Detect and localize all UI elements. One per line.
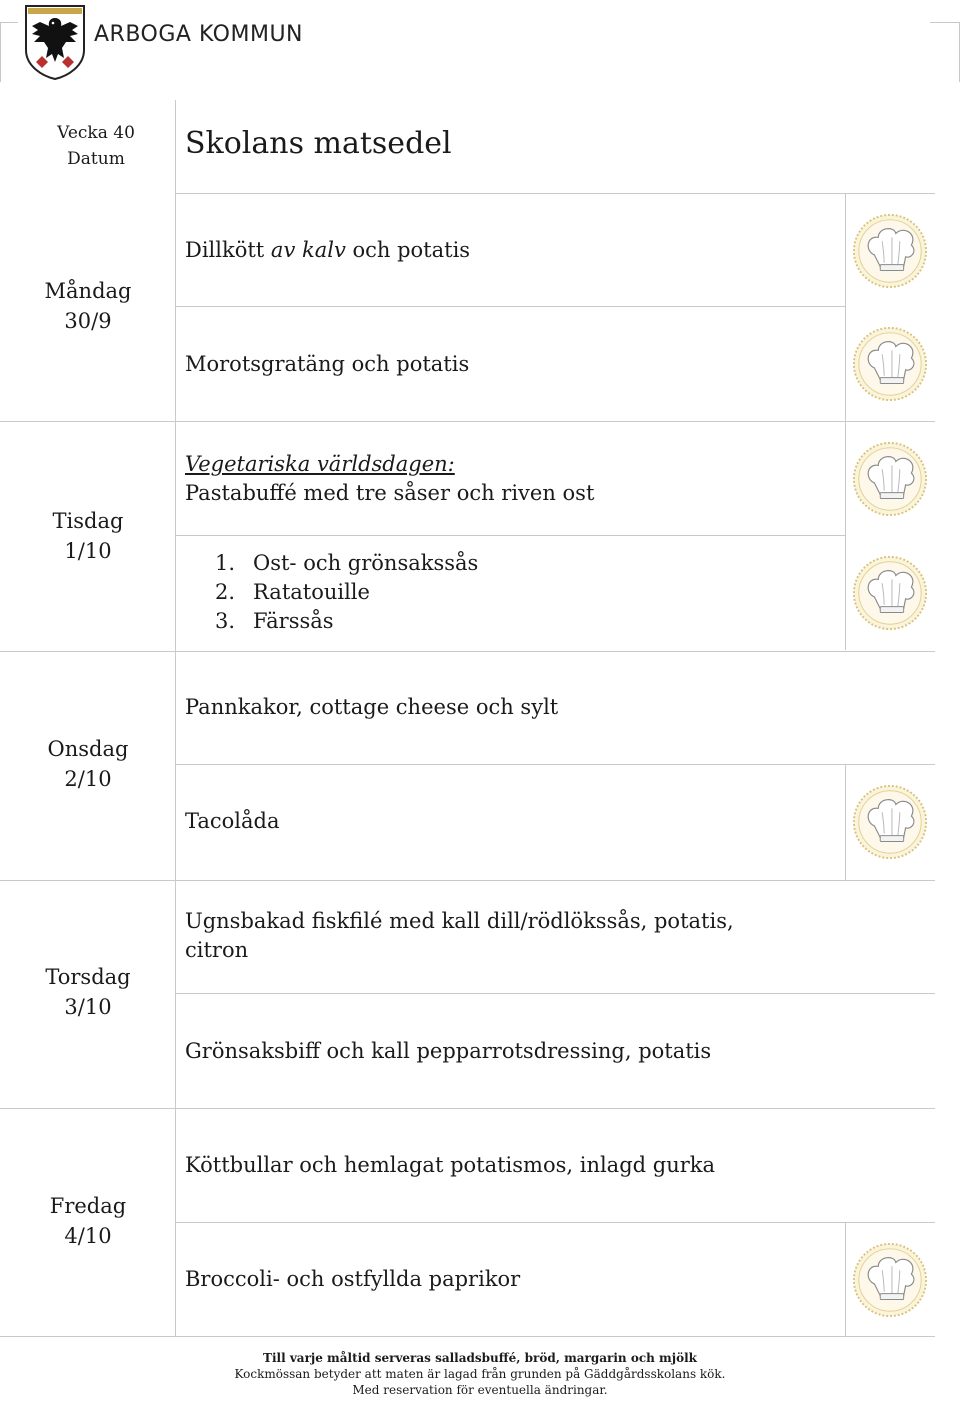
dish-monday-1: Dillkött av kalv och potatis [185,238,471,262]
day-name: Måndag [44,279,132,303]
day-date: 2/10 [64,767,112,791]
chef-hat-icon [851,440,929,518]
day-name: Torsdag [45,965,131,989]
footer-line-3: Med reservation för eventuella ändringar. [352,1383,608,1397]
chef-hat-icon [851,325,929,403]
week-header [0,120,192,172]
chef-hat-icon [851,212,929,290]
badge-column-divider [845,1222,846,1336]
row-divider [175,764,935,765]
day-thursday [0,962,176,1022]
row-divider [0,421,935,422]
week-label: Vecka 40 [57,123,135,143]
dish-monday-2: Morotsgratäng och potatis [185,352,470,376]
footer-line-1: Till varje måltid serveras salladsbuffé, bröd, margarin och mjölk [263,1351,697,1365]
row-divider [0,651,935,652]
row-divider [0,880,935,881]
day-date: 4/10 [64,1224,112,1248]
left-border [0,22,1,82]
day-tuesday [0,506,176,566]
day-name: Onsdag [47,737,129,761]
row-divider [175,1222,935,1223]
sauce-list [215,549,478,636]
day-wednesday [0,734,176,794]
chef-hat-icon [851,783,929,861]
row-divider [0,1336,935,1337]
day-name: Tisdag [52,509,124,533]
footer-line-2: Kockmössan betyder att maten är lagad från grunden på Gäddgårdsskolans kök. [234,1367,726,1381]
badge-column-divider [845,194,846,650]
badge-column-divider [845,764,846,880]
arboga-coat-of-arms-icon [22,2,88,80]
page-title: Skolans matsedel [185,126,452,161]
list-item: 2. Ratatouille [215,580,370,604]
dish-tuesday-theme: Vegetariska världsdagen: Pastabuffé med tre såser och riven ost [185,452,595,505]
day-date: 3/10 [64,995,112,1019]
row-divider [0,1108,935,1109]
day-friday [0,1191,176,1251]
date-label: Datum [67,149,125,169]
row-divider [175,306,845,307]
top-border [0,22,18,23]
row-divider [175,193,935,194]
brand-name: ARBOGA KOMMUN [94,22,304,47]
dish-friday-1: Köttbullar och hemlagat potatismos, inlagd gurka [185,1153,716,1177]
dish-thursday-2: Grönsaksbiff och kall pepparrotsdressing, potatis [185,1039,712,1063]
list-item: 3. Färssås [215,609,334,633]
dish-friday-2: Broccoli- och ostfyllda paprikor [185,1267,521,1291]
dish-wednesday-2: Tacolåda [185,809,280,833]
row-divider [175,535,845,536]
chef-hat-icon [851,1241,929,1319]
day-name: Fredag [49,1194,127,1218]
day-monday [0,276,176,336]
footer-note [0,1350,960,1398]
row-divider [175,993,935,994]
dish-wednesday-1: Pannkakor, cottage cheese och sylt [185,695,559,719]
day-date: 30/9 [64,309,112,333]
list-item: 1. Ost- och grönsakssås [215,551,479,575]
day-date: 1/10 [64,539,112,563]
chef-hat-icon [851,554,929,632]
dish-thursday-1: Ugnsbakad fiskfilé med kall dill/rödlökssås, potatis, citron [185,909,734,962]
top-border-right [930,22,960,23]
